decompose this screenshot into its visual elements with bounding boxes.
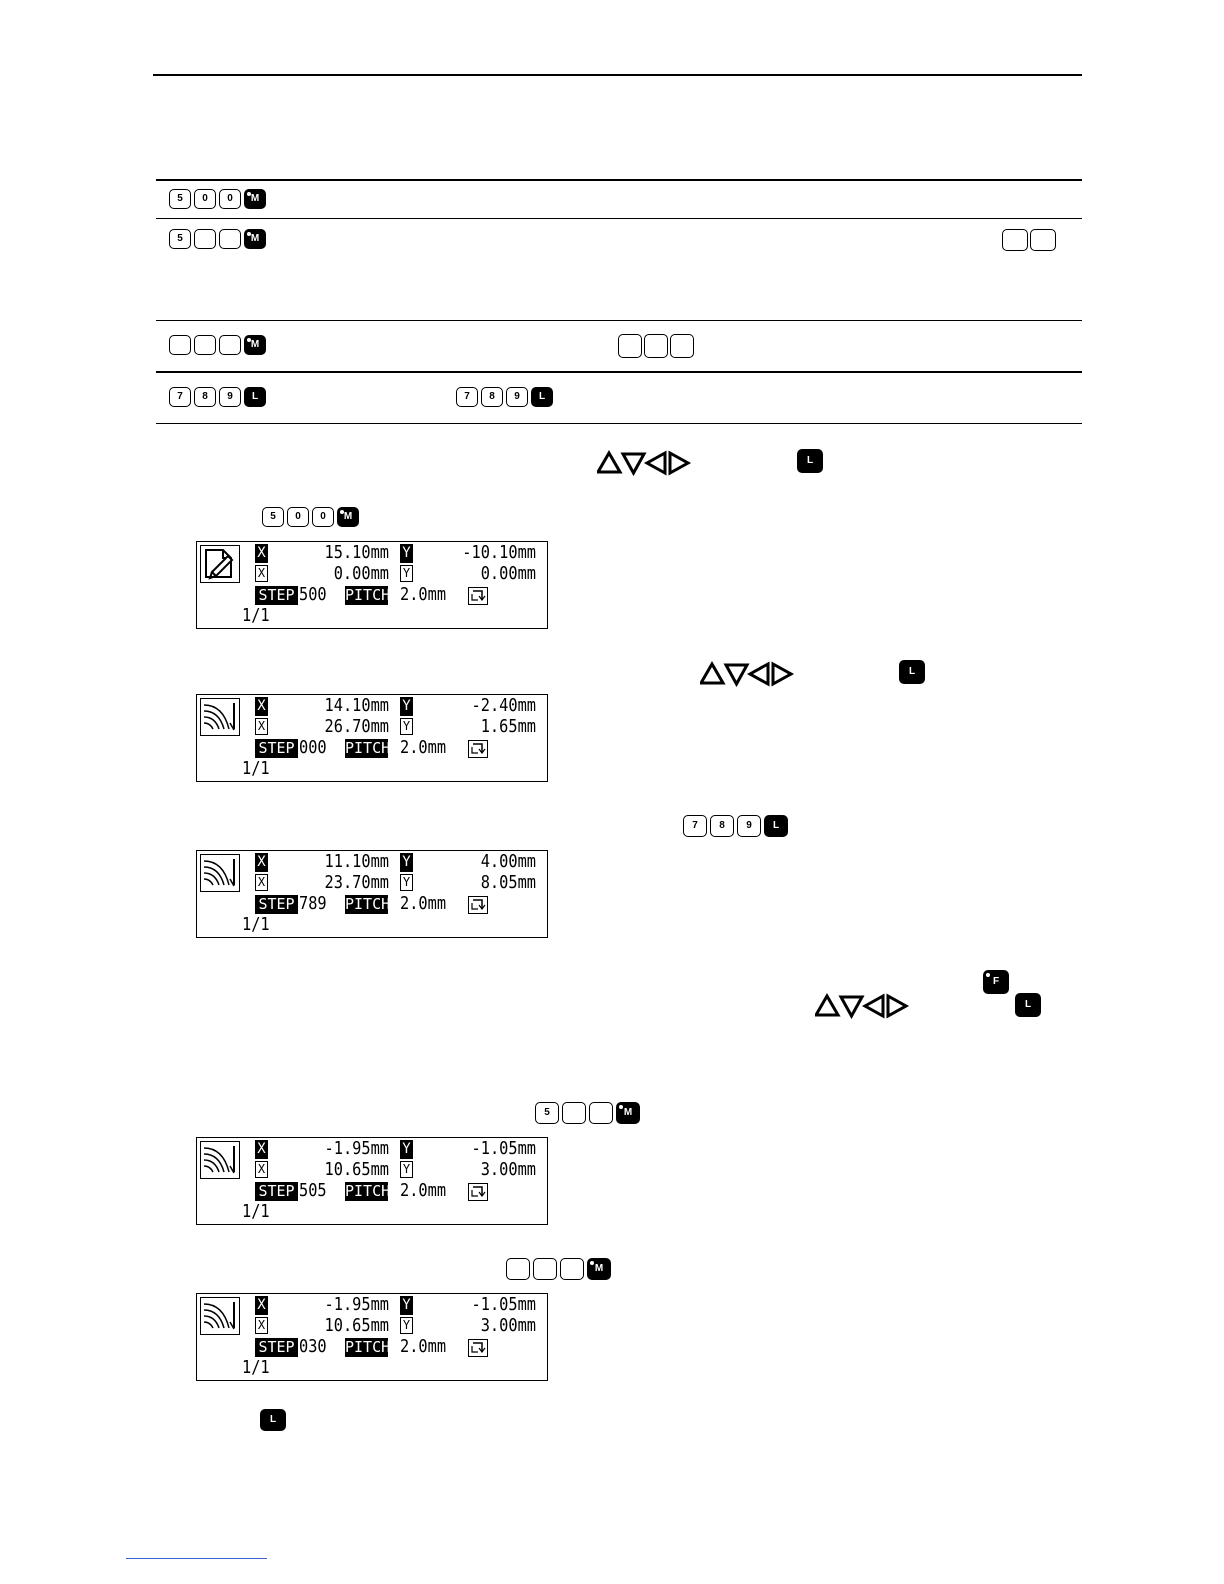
step-value: 789	[299, 893, 327, 914]
pitch-label: PITCH	[345, 586, 391, 604]
x-offset-value: 0.00mm	[333, 563, 389, 584]
step-value: 505	[299, 1180, 327, 1201]
y-offset-label: Y	[400, 874, 413, 891]
key-m[interactable]: M	[616, 1102, 640, 1124]
arrow-keys-icon[interactable]	[700, 661, 796, 687]
page-indicator: 1/1	[242, 1201, 270, 1222]
arrow-keys-icon[interactable]	[815, 993, 911, 1019]
y-label: Y	[400, 1296, 413, 1315]
x-value: -1.95mm	[324, 1138, 389, 1159]
key-l[interactable]: L	[244, 387, 266, 407]
stitch-icon	[200, 854, 240, 892]
table-rule-2	[156, 218, 1082, 219]
x-offset-value: 10.65mm	[324, 1315, 389, 1336]
key-blank[interactable]	[618, 334, 642, 358]
key-m[interactable]: M	[587, 1258, 611, 1280]
y-offset-value: 3.00mm	[480, 1315, 536, 1336]
key-0[interactable]: 0	[219, 189, 241, 209]
y-offset-value: 3.00mm	[480, 1159, 536, 1180]
stitch-icon	[200, 1141, 240, 1179]
key-f[interactable]: F	[983, 970, 1009, 994]
key-9[interactable]: 9	[506, 387, 528, 407]
thread-trim-icon	[468, 1183, 488, 1201]
x-value: 11.10mm	[324, 851, 389, 872]
key-blank[interactable]	[1030, 229, 1056, 251]
x-offset-label: X	[255, 565, 268, 582]
key-blank[interactable]	[533, 1258, 557, 1280]
key-5[interactable]: 5	[169, 189, 191, 209]
step-value: 000	[299, 737, 327, 758]
row3-keys	[169, 335, 266, 355]
key-blank[interactable]	[506, 1258, 530, 1280]
y-offset-value: 0.00mm	[480, 563, 536, 584]
key-blank[interactable]	[644, 334, 668, 358]
y-offset-label: Y	[400, 1317, 413, 1334]
thread-trim-icon	[468, 1339, 488, 1357]
pitch-value: 2.0mm	[400, 584, 447, 605]
footer-link-line	[126, 1558, 267, 1559]
key-blank[interactable]	[219, 335, 241, 355]
key-m[interactable]: M	[244, 229, 266, 249]
y-value: -2.40mm	[471, 695, 536, 716]
pitch-value: 2.0mm	[400, 737, 447, 758]
table-rule-4	[156, 371, 1082, 373]
key-0[interactable]: 0	[194, 189, 216, 209]
stitch-icon	[200, 1297, 240, 1335]
y-value: -1.05mm	[471, 1294, 536, 1315]
thread-trim-icon	[468, 896, 488, 914]
key-9[interactable]: 9	[219, 387, 241, 407]
row4-mid-keys	[456, 387, 553, 407]
stitch-icon	[200, 698, 240, 736]
step-label: STEP	[255, 1182, 298, 1201]
pitch-label: PITCH	[345, 739, 391, 757]
key-l[interactable]: L	[1015, 993, 1041, 1017]
lcd-display	[196, 541, 548, 629]
y-value: -1.05mm	[471, 1138, 536, 1159]
key-blank[interactable]	[562, 1102, 586, 1124]
arrow-keys-icon[interactable]	[597, 450, 693, 476]
page-indicator: 1/1	[242, 1357, 270, 1378]
y-offset-label: Y	[400, 1161, 413, 1178]
lcd-display	[196, 1137, 548, 1225]
x-offset-label: X	[255, 718, 268, 735]
key-blank[interactable]	[670, 334, 694, 358]
step-label: STEP	[255, 1338, 298, 1357]
page-indicator: 1/1	[242, 605, 270, 626]
key-m[interactable]: M	[244, 335, 266, 355]
key-7[interactable]: 7	[683, 815, 707, 837]
key-0[interactable]: 0	[312, 507, 334, 527]
page-indicator: 1/1	[242, 758, 270, 779]
y-offset-label: Y	[400, 718, 413, 735]
key-l[interactable]: L	[899, 660, 925, 684]
keys-500m	[262, 507, 359, 527]
key-5[interactable]: 5	[169, 229, 191, 249]
key-9[interactable]: 9	[737, 815, 761, 837]
key-5[interactable]: 5	[262, 507, 284, 527]
table-rule-3	[156, 320, 1082, 321]
key-blank[interactable]	[194, 229, 216, 249]
lcd-display	[196, 1293, 548, 1381]
row1-keys	[169, 189, 266, 209]
lcd-display	[196, 850, 548, 938]
key-m[interactable]: M	[337, 507, 359, 527]
y-label: Y	[400, 1140, 413, 1159]
step-value: 500	[299, 584, 327, 605]
step-label: STEP	[255, 586, 298, 605]
step-label: STEP	[255, 895, 298, 914]
key-8[interactable]: 8	[710, 815, 734, 837]
key-l[interactable]: L	[764, 815, 788, 837]
keys-789l	[683, 815, 788, 837]
row3-mid-keys	[618, 334, 694, 358]
x-label: X	[255, 544, 268, 563]
pitch-label: PITCH	[345, 1338, 391, 1356]
x-value: 14.10mm	[324, 695, 389, 716]
x-offset-value: 23.70mm	[324, 872, 389, 893]
y-value: -10.10mm	[462, 542, 536, 563]
key-8[interactable]: 8	[194, 387, 216, 407]
x-offset-value: 26.70mm	[324, 716, 389, 737]
y-offset-value: 1.65mm	[480, 716, 536, 737]
key-blank[interactable]	[169, 335, 191, 355]
x-label: X	[255, 1140, 268, 1159]
x-offset-value: 10.65mm	[324, 1159, 389, 1180]
thread-trim-icon	[468, 740, 488, 758]
x-offset-label: X	[255, 874, 268, 891]
x-label: X	[255, 853, 268, 872]
top-rule	[153, 74, 1082, 76]
key-l[interactable]: L	[797, 449, 823, 473]
key-m[interactable]: M	[244, 189, 266, 209]
row4-keys	[169, 387, 266, 407]
y-label: Y	[400, 544, 413, 563]
pitch-value: 2.0mm	[400, 1180, 447, 1201]
keys-blank-m	[506, 1258, 611, 1280]
table-rule-1	[156, 179, 1082, 181]
key-l[interactable]: L	[531, 387, 553, 407]
key-7[interactable]: 7	[169, 387, 191, 407]
x-value: 15.10mm	[324, 542, 389, 563]
edit-icon	[200, 545, 240, 583]
x-label: X	[255, 697, 268, 716]
step-label: STEP	[255, 739, 298, 758]
key-8[interactable]: 8	[481, 387, 503, 407]
step-value: 030	[299, 1336, 327, 1357]
key-0[interactable]: 0	[287, 507, 309, 527]
x-offset-label: X	[255, 1161, 268, 1178]
key-5[interactable]: 5	[535, 1102, 559, 1124]
x-offset-label: X	[255, 1317, 268, 1334]
key-l[interactable]: L	[260, 1409, 286, 1431]
lcd-display	[196, 694, 548, 782]
key-blank[interactable]	[219, 229, 241, 249]
table-rule-5	[156, 423, 1082, 424]
y-offset-label: Y	[400, 565, 413, 582]
page-indicator: 1/1	[242, 914, 270, 935]
pitch-label: PITCH	[345, 1182, 391, 1200]
key-blank[interactable]	[194, 335, 216, 355]
y-label: Y	[400, 697, 413, 716]
x-value: -1.95mm	[324, 1294, 389, 1315]
y-label: Y	[400, 853, 413, 872]
key-blank[interactable]	[560, 1258, 584, 1280]
pitch-value: 2.0mm	[400, 893, 447, 914]
pitch-value: 2.0mm	[400, 1336, 447, 1357]
key-7[interactable]: 7	[456, 387, 478, 407]
key-blank[interactable]	[589, 1102, 613, 1124]
key-blank[interactable]	[1002, 229, 1028, 251]
y-value: 4.00mm	[480, 851, 536, 872]
row2-right-keys	[1002, 229, 1056, 251]
x-label: X	[255, 1296, 268, 1315]
keys-5-blank-m	[535, 1102, 640, 1124]
y-offset-value: 8.05mm	[480, 872, 536, 893]
thread-trim-icon	[468, 587, 488, 605]
pitch-label: PITCH	[345, 895, 391, 913]
row2-keys	[169, 229, 266, 249]
